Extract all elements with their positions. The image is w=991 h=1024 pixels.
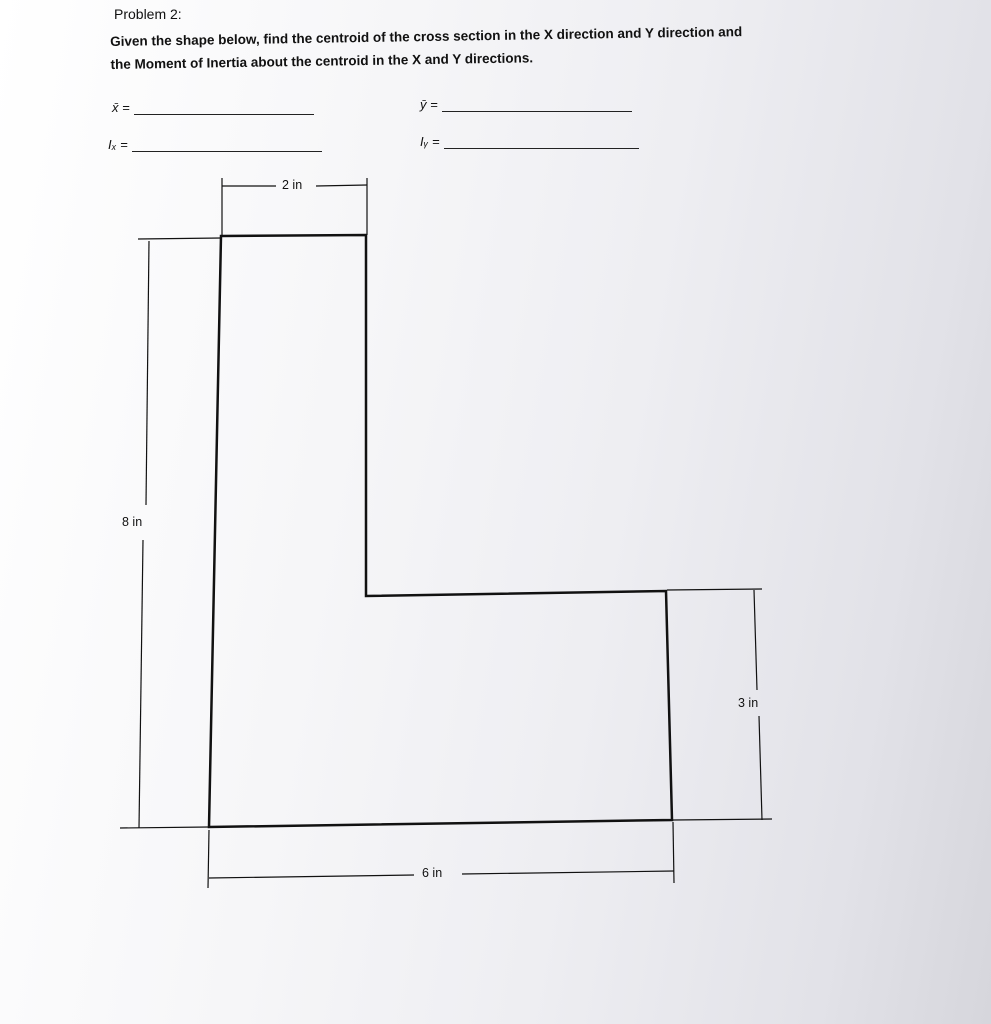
right-dim-line-upper <box>754 590 757 690</box>
bottom-width-label: 6 in <box>422 866 443 880</box>
height-label: 8 in <box>122 515 143 529</box>
right-dim-bottom-extension <box>673 819 772 820</box>
ybar-label: ȳ = <box>420 97 438 112</box>
left-dim-top-extension <box>138 238 221 239</box>
problem-title: Problem 2: <box>114 6 182 22</box>
instructions-line-1: Given the shape below, find the centroid of the cross section in the X direction and Y direction and <box>110 24 743 49</box>
top-dim-line-right <box>316 185 367 186</box>
right-dim-top-extension <box>667 589 762 590</box>
iy-label: Iᵧ = <box>420 134 440 149</box>
l-shape-outline <box>209 235 672 827</box>
right-height-label: 3 in <box>738 696 759 710</box>
left-dim-line-lower <box>139 540 143 828</box>
bottom-dim-line-right <box>462 871 674 874</box>
bottom-dim-line-left <box>209 875 414 878</box>
left-dim-bottom-extension <box>120 827 209 828</box>
bottom-dim-left-extension <box>208 830 209 888</box>
xbar-label: x̄ = <box>112 100 130 115</box>
ix-label: Iₓ = <box>108 137 128 152</box>
instructions-line-2: the Moment of Inertia about the centroid in the X and Y directions. <box>110 50 534 72</box>
right-dim-line-lower <box>759 716 762 820</box>
left-dim-line-upper <box>146 241 149 505</box>
top-width-label: 2 in <box>282 178 303 192</box>
bottom-dim-right-extension <box>673 822 674 883</box>
